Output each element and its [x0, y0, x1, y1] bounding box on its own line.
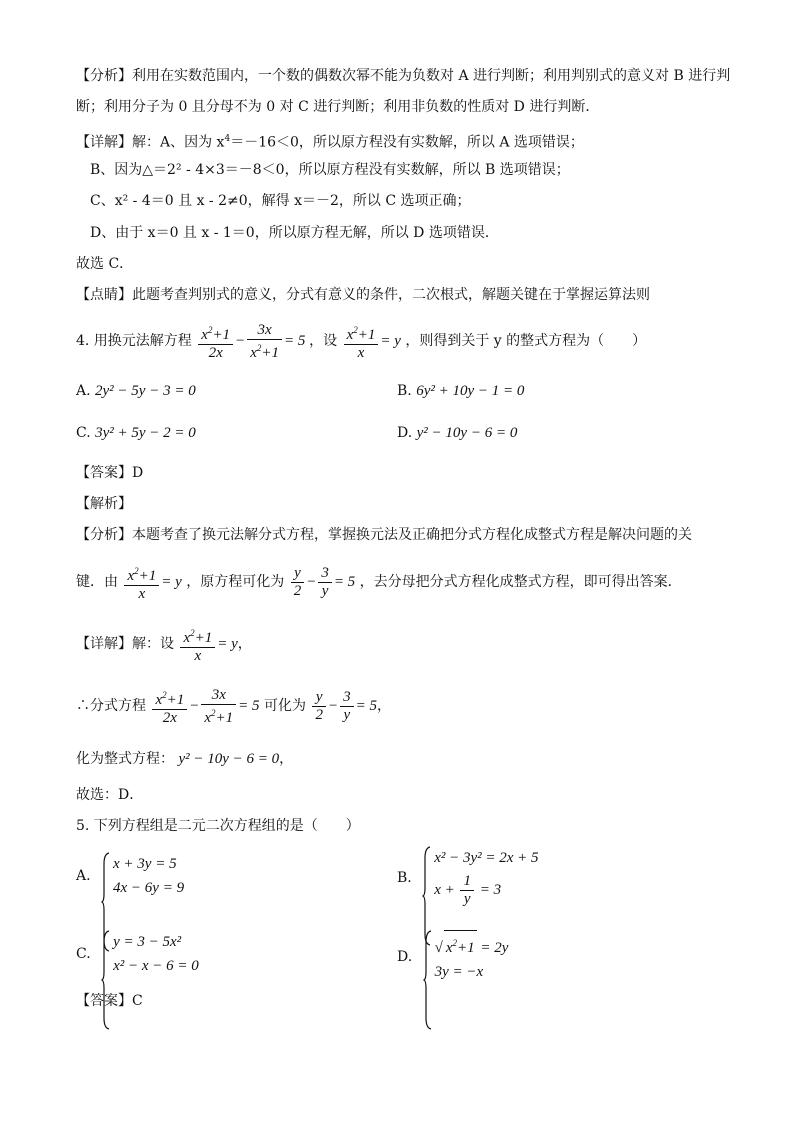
q4-detail: 【详解】解：设 $\frac{x^2+1}{x}$ = y，: [76, 624, 252, 665]
q3-analysis-line1: 【分析】利用在实数范围内，一个数的偶数次幂不能为负数对 A 进行判断；利用判别式的意义对 B 进行判: [76, 68, 731, 84]
q3-choose: 故选 C．: [76, 256, 134, 272]
q4-stem-pre: 4. 用换元法解方程: [76, 333, 192, 349]
q3-detail-b: B、因为△＝2² - 4×3＝－8＜0，所以原方程没有实数解，所以 B 选项错误；: [90, 162, 570, 178]
q4-stem-mid: ，设: [309, 333, 338, 349]
q3-detail-label: 【详解】解：: [76, 134, 160, 151]
q4-choose: 故选：D．: [76, 787, 144, 803]
q4-stem-post: ，则得到关于 y 的整式方程为（ ）: [405, 333, 647, 349]
q4-therefore: ∴分式方程 $\frac{x^2+1}{2x}$ − $\frac{3x}{x^2+1}$ = 5 可化为 $\frac{y}{2}$ − $\frac{3}{y}$ = 5，: [76, 686, 391, 726]
q3-detail-a: 【详解】解：A、因为 $x^4=-16<0$，所以原方程没有实数解，所以 A 选项错误；: [76, 134, 584, 151]
q4-integral: 化为整式方程： y² − 10y − 6 = 0，: [76, 751, 294, 767]
q5-option-a: A. x + 3y = 5 4x − 6y = 9: [76, 852, 184, 900]
q3-detail-a-post: ＝－16＜0，所以原方程没有实数解，所以 A 选项错误；: [230, 134, 584, 151]
brace-icon: [101, 930, 110, 1030]
q3-detail-d: D、由于 x＝0 且 x - 1＝0，所以原方程无解，所以 D 选项错误．: [90, 225, 499, 241]
q4-option-a: A. 2y² − 5y − 3 = 0: [76, 383, 196, 399]
q4-option-a-expr: 2y² − 5y − 3 = 0: [95, 383, 196, 399]
q3-comment: 【点睛】此题考查判别式的意义，分式有意义的条件，二次根式，解题关键在于掌握运算法则: [76, 287, 650, 303]
brace-icon: [423, 930, 432, 1030]
q5-answer: 【答案】C: [76, 993, 143, 1009]
q3-detail-c: C、x² - 4＝0 且 x - 2≠0，解得 x＝－2，所以 C 选项正确；: [90, 193, 471, 209]
q4-analysis-line2: 键．由 $\frac{x^2+1}{x}$ = y ，原方程可化为 $\frac{y}{2}$ − $\frac{3}{y}$ = 5 ，去分母把分式方程化成整式方程，即可得出答案．: [76, 562, 682, 603]
q4-option-b: B. 6y² + 10y − 1 = 0: [397, 383, 525, 399]
q3-detail-a-pre: A、因为 x: [160, 134, 225, 151]
q4-analysis-line1: 【分析】本题考查了换元法解分式方程，掌握换元法及正确把分式方程化成整式方程是解决问题的关: [76, 527, 692, 543]
q5-option-b: B. x² − 3y² = 2x + 5 x + $\frac{1}{y}$ = 3: [397, 846, 539, 910]
q5-option-d: D. √ $x^2+1 = 2y$ 3y = −x: [397, 930, 508, 984]
q5-stem: 5. 下列方程组是二元二次方程组的是（ ）: [76, 818, 360, 834]
q5-option-c: C. y = 3 − 5x² x² − x − 6 = 0: [76, 930, 199, 978]
q4-option-c-expr: 3y² + 5y − 2 = 0: [95, 425, 196, 441]
q4-option-d-expr: y² − 10y − 6 = 0: [416, 425, 518, 441]
q4-answer: 【答案】D: [76, 465, 144, 481]
q4-option-d: D. y² − 10y − 6 = 0: [397, 425, 518, 441]
q4-option-c: C. 3y² + 5y − 2 = 0: [76, 425, 196, 441]
q3-analysis-line2: 断；利用分子为 0 且分母不为 0 对 C 进行判断；利用非负数的性质对 D 进行判断．: [76, 99, 600, 115]
q4-option-b-expr: 6y² + 10y − 1 = 0: [416, 383, 525, 399]
q4-jiexi: 【解析】: [76, 496, 132, 512]
q4-stem: 4. 用换元法解方程 $\frac{x^2+1}{2x}$ − $\frac{3x}{x^2+1}$ = 5 ，设 $\frac{x^2+1}{x}$ = y ，则得到关于 y 的整式方程为（ ）: [76, 321, 647, 361]
